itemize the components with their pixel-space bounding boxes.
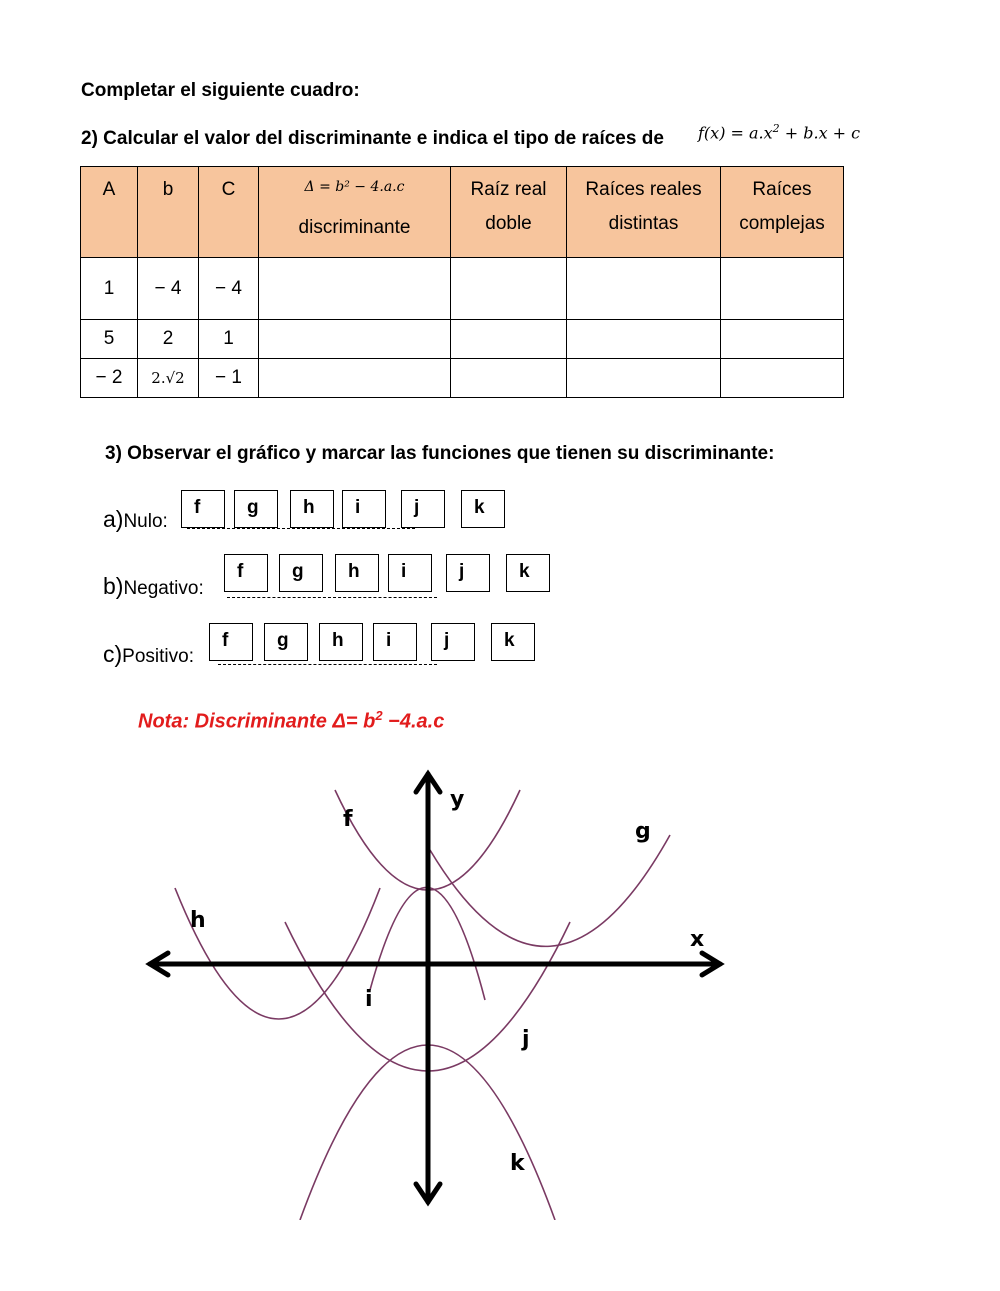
choice-g-box[interactable]: g [264,623,308,661]
choice-j-box[interactable]: j [401,490,445,528]
answer-cell[interactable] [259,359,451,398]
answer-cell[interactable] [451,258,567,320]
discriminant-table [80,166,844,398]
y-axis-label: y [450,787,465,812]
option-text: Nulo: [123,511,168,532]
nota-discriminante: Nota: Discriminante $\Delta= b^2 -4.a.c$ [138,708,445,733]
choice-f-box[interactable]: f [224,554,268,592]
choice-h-box[interactable]: h [319,623,363,661]
option-positivo-label [103,641,194,668]
label-i: i [365,987,373,1012]
option-text: Positivo: [122,646,194,667]
cell-c: − 1 [199,359,259,398]
label-f: f [343,807,353,832]
curve-h [175,888,380,1019]
label-j: j [522,1027,530,1052]
choice-j-box[interactable]: j [431,623,475,661]
heading: Completar el siguiente cuadro: [81,80,360,101]
question-2: 2) Calcular el valor del discriminante e indica el tipo de raíces de [81,128,664,149]
choice-h-box[interactable]: h [290,490,334,528]
answer-cell[interactable] [721,258,844,320]
question-3: 3) Observar el gráfico y marcar las funciones que tienen su discriminante: [105,443,775,464]
table-row [81,320,844,359]
answer-cell[interactable] [567,359,721,398]
cell-c: − 4 [199,258,259,320]
option-nulo-label [103,506,168,533]
choice-k-box[interactable]: k [461,490,505,528]
answer-cell[interactable] [721,359,844,398]
option-letter: c) [103,641,123,667]
discriminant-formula: Δ = b² − 4.a.c [304,179,405,195]
answer-line [187,528,415,529]
option-letter: b) [103,573,124,599]
parabolas-graph [130,760,740,1220]
quadratic-formula: $f(x) = a.x^2 + b.x + c$ [698,122,861,143]
answer-cell[interactable] [567,320,721,359]
header-raices-complejas: Raíces complejas [721,167,844,258]
choice-f-box[interactable]: f [209,623,253,661]
answer-line [218,664,437,665]
header-a: A [81,167,138,258]
choice-g-box[interactable]: g [234,490,278,528]
table-row [81,359,844,398]
choice-g-box[interactable]: g [279,554,323,592]
x-axis-label: x [690,927,705,952]
header-discriminant [259,167,451,258]
header-b: b [138,167,199,258]
option-negativo-label [103,573,204,600]
choice-i-box[interactable]: i [342,490,386,528]
header-raiz-doble: Raíz real doble [451,167,567,258]
choice-j-box[interactable]: j [446,554,490,592]
answer-cell[interactable] [259,258,451,320]
label-g: g [635,819,651,844]
label-k: k [510,1151,525,1176]
header-c: C [199,167,259,258]
cell-b: − 4 [138,258,199,320]
curve-g [430,835,670,946]
label-h: h [190,908,206,933]
choice-k-box[interactable]: k [506,554,550,592]
answer-cell[interactable] [567,258,721,320]
answer-cell[interactable] [451,359,567,398]
table-header-row [81,167,844,258]
answer-line [227,597,437,598]
cell-c: 1 [199,320,259,359]
discriminant-label: discriminante [298,217,411,238]
choice-f-box[interactable]: f [181,490,225,528]
cell-a: 5 [81,320,138,359]
cell-a: − 2 [81,359,138,398]
answer-cell[interactable] [721,320,844,359]
answer-cell[interactable] [259,320,451,359]
cell-b: 2.√2 [138,359,199,398]
choice-i-box[interactable]: i [388,554,432,592]
choice-k-box[interactable]: k [491,623,535,661]
choice-i-box[interactable]: i [373,623,417,661]
answer-cell[interactable] [451,320,567,359]
option-letter: a) [103,506,124,532]
table-row [81,258,844,320]
choice-h-box[interactable]: h [335,554,379,592]
cell-b: 2 [138,320,199,359]
option-text: Negativo: [123,578,204,599]
header-raices-distintas: Raíces reales distintas [567,167,721,258]
cell-a: 1 [81,258,138,320]
